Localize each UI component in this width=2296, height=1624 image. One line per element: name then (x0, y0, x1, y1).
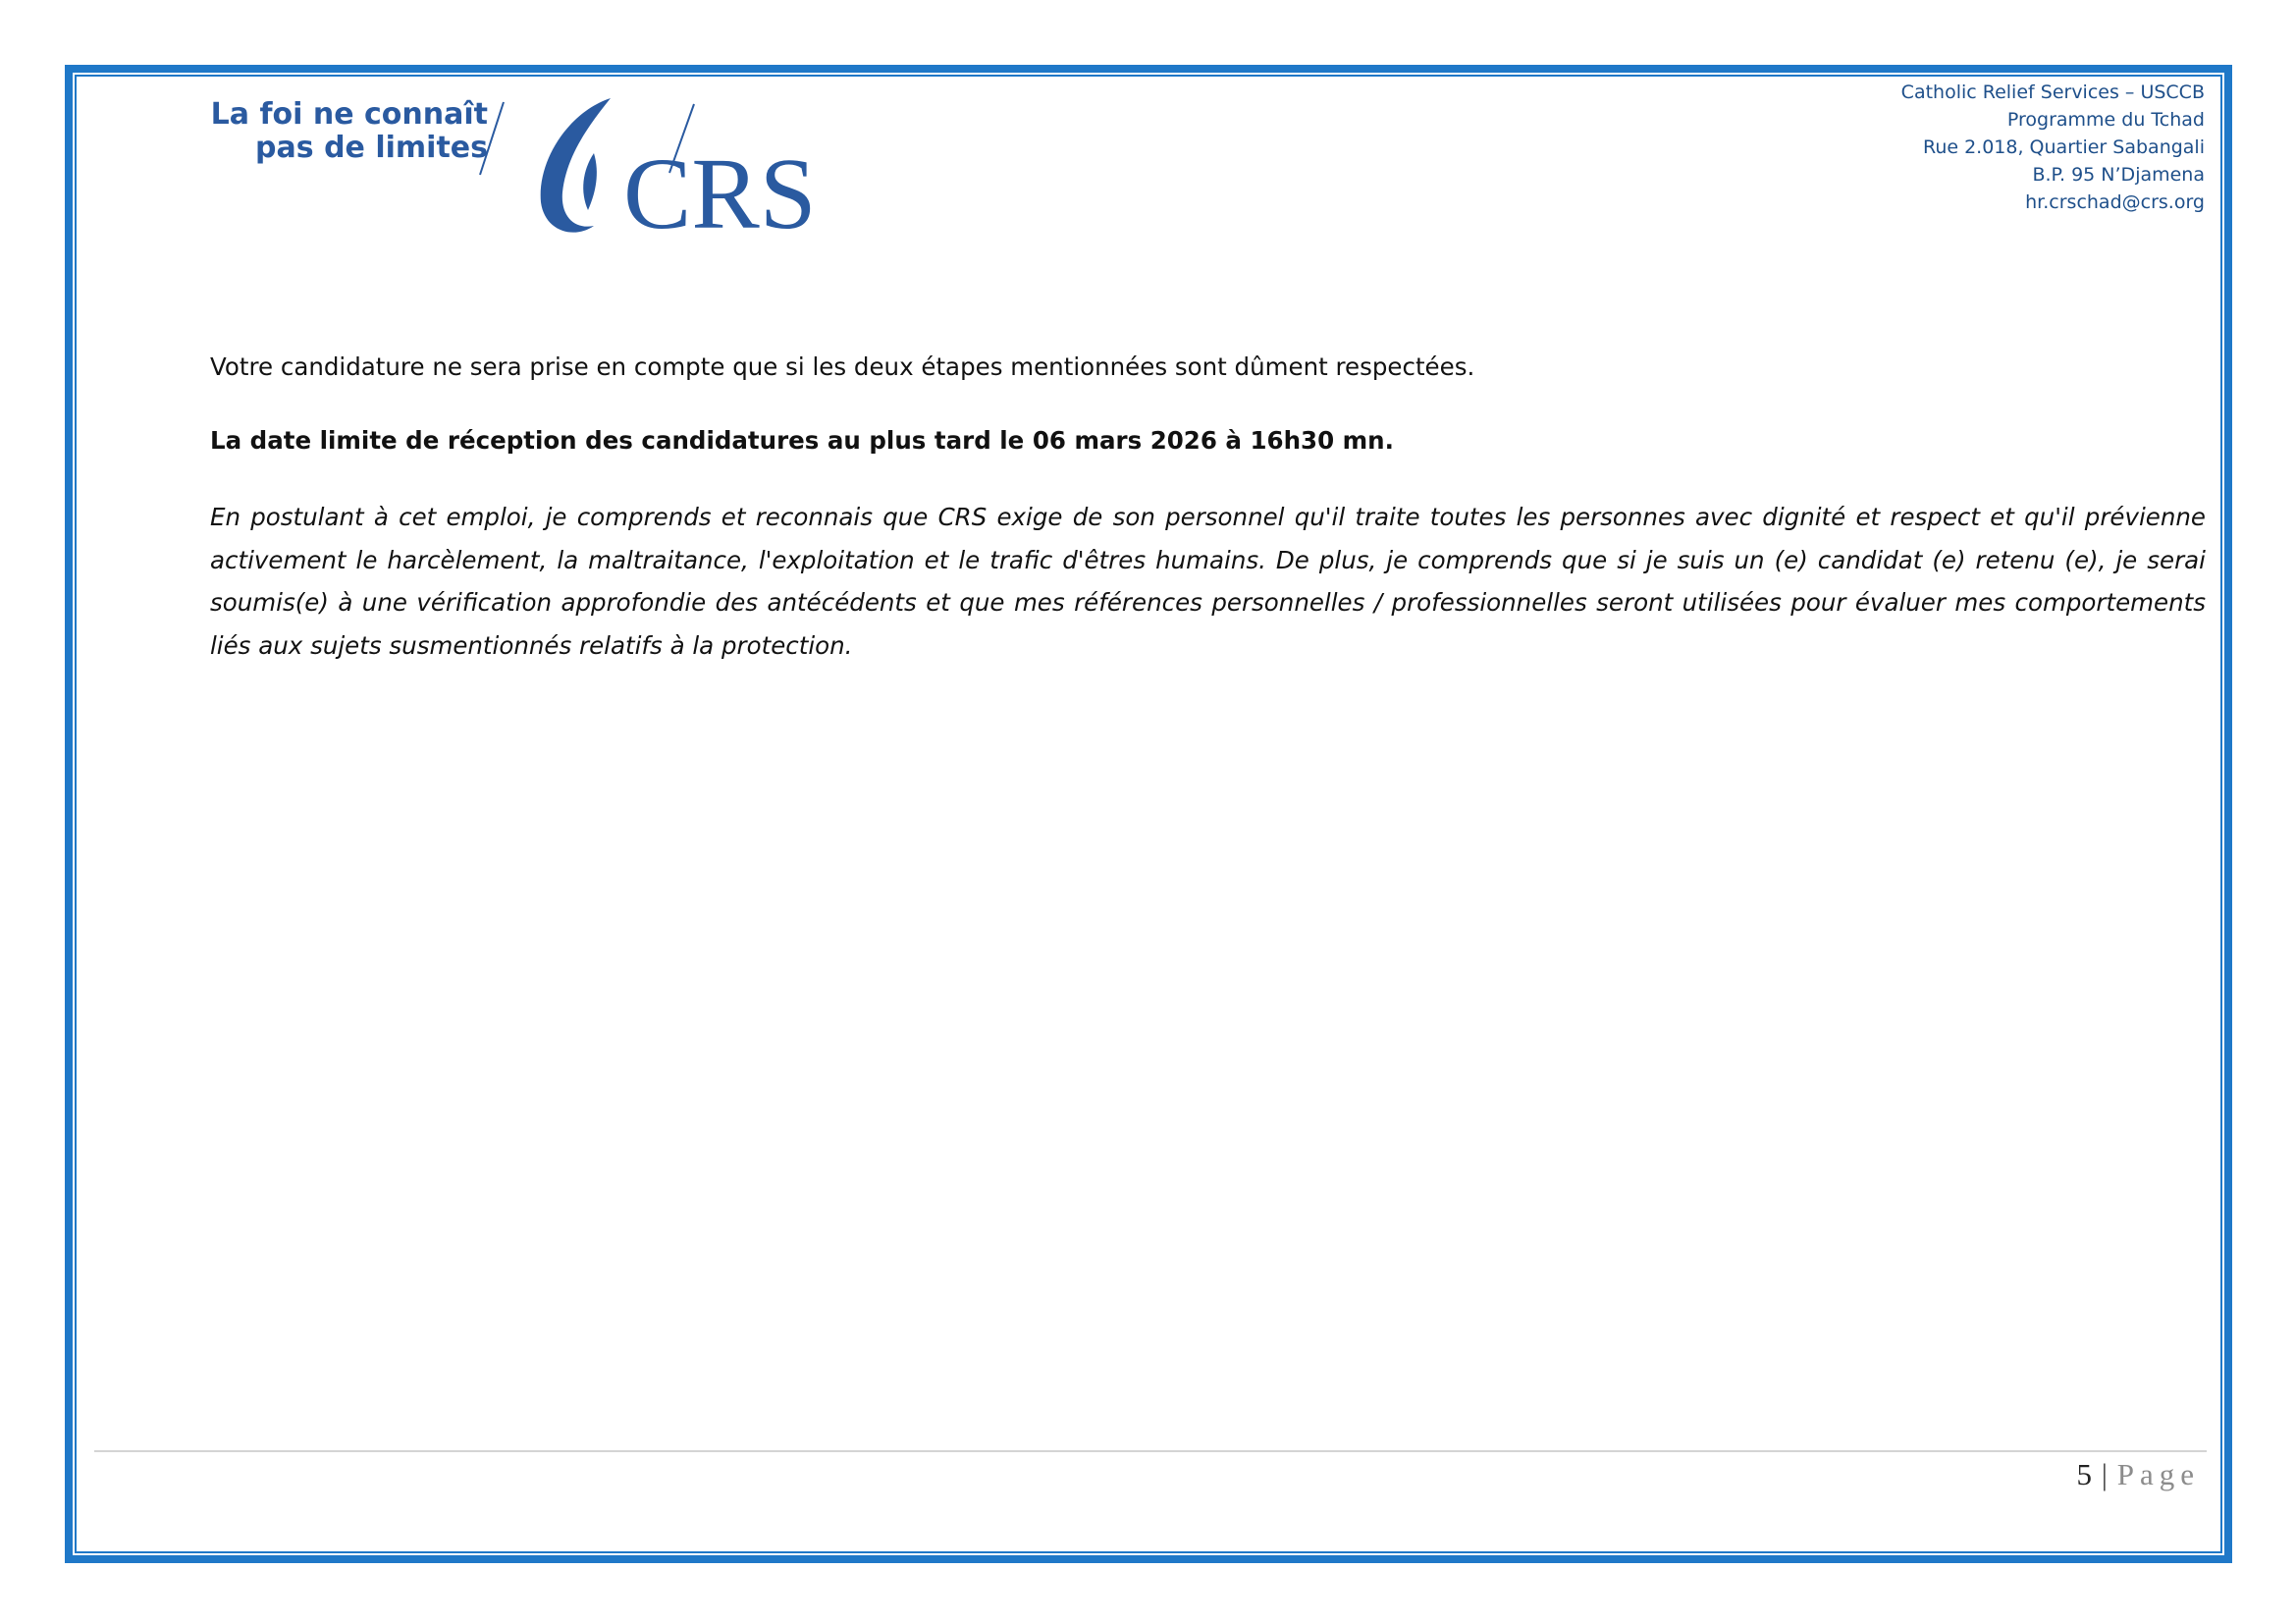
page-number-footer (2077, 1455, 2200, 1494)
page-border-inner (75, 75, 2222, 1553)
logo-tagline (208, 98, 488, 165)
address-line-email[interactable]: hr.crschad@crs.org (2025, 191, 2205, 213)
tagline-line-1: La foi ne connaît (210, 97, 488, 132)
page-label: Page (2116, 1457, 2200, 1491)
office-address (1901, 79, 2205, 216)
deadline-paragraph: La date limite de réception des candidatures au plus tard le 06 mars 2026 à 16h30 mn. (210, 426, 1394, 455)
crs-logo (208, 94, 817, 242)
page-number: 5 (2076, 1457, 2093, 1491)
footer-divider (94, 1450, 2207, 1452)
logo-wordmark: CRS (623, 137, 817, 242)
address-line-organization: Catholic Relief Services – USCCB (1900, 81, 2205, 103)
page-number-separator: | (2101, 1457, 2108, 1491)
tagline-line-2: pas de limites (255, 131, 488, 165)
address-line-programme: Programme du Tchad (2006, 109, 2205, 131)
safeguarding-statement-paragraph: En postulant à cet emploi, je comprends et reconnais que CRS exige de son personnel qu'il traite toutes les personnes avec dignité et respect et qu'il prévienne activement le harcèlement, la maltraitance, l'exploitation et le trafic d'êtres humains. De plus, je comprends que si je suis un (e) candidat (e) retenu (e), je serai soumis(e) à une vérification approfondie des antécédents et que mes références personnelles / professionnelles seront utilisées pour évaluer mes comportements liés aux sujets susmentionnés relatifs à la protection. (210, 503, 2206, 660)
address-line-street: Rue 2.018, Quartier Sabangali (1922, 136, 2205, 158)
application-condition-paragraph: Votre candidature ne sera prise en compte que si les deux étapes mentionnées sont dûment respectées. (210, 352, 1475, 381)
crs-flame-mark-icon (478, 94, 979, 242)
address-line-postbox: B.P. 95 N’Djamena (2032, 164, 2205, 186)
